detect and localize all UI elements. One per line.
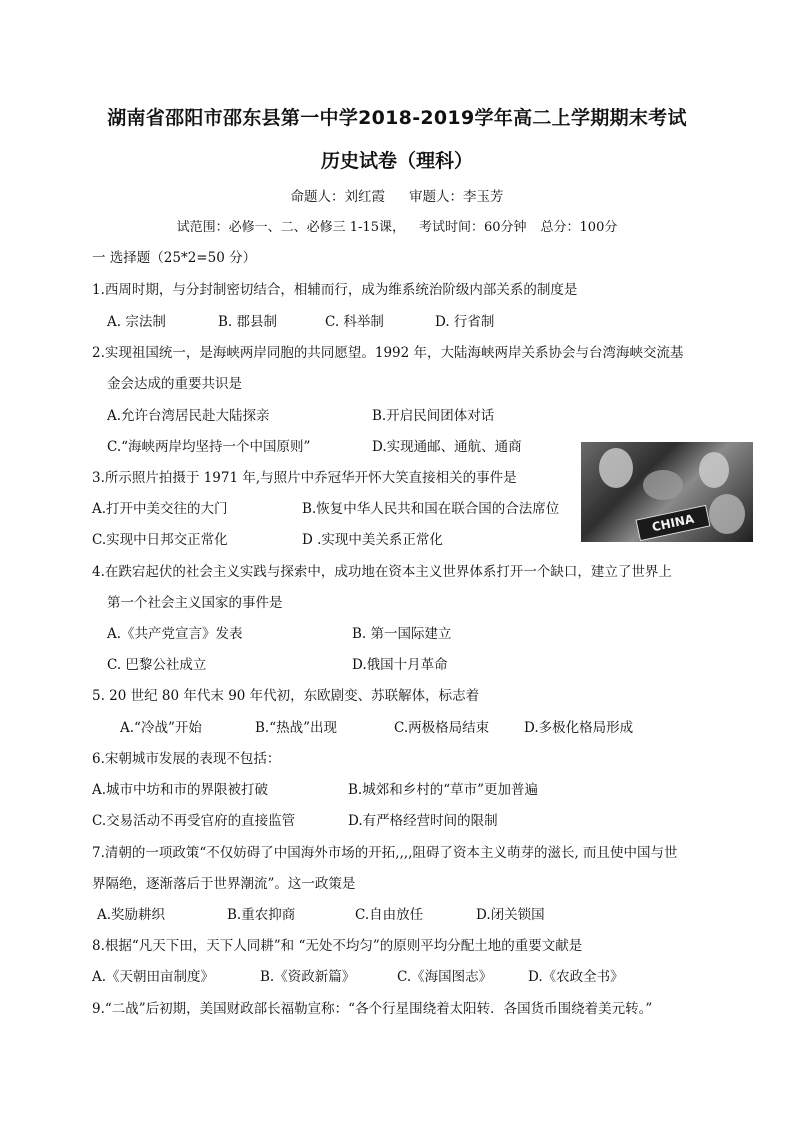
q6-option-a: A.城市中坊和市的界限被打破 xyxy=(92,782,269,798)
q4-option-b: B. 第一国际建立 xyxy=(352,626,452,642)
question-7-stem-cont: 界隔绝，逐渐落后于世界潮流”。这一政策是 xyxy=(92,876,356,892)
question-6-stem: 6.宋朝城市发展的表现不包括： xyxy=(92,751,281,767)
q4-option-c: C. 巴黎公社成立 xyxy=(107,657,207,673)
question-2-stem-cont: 金会达成的重要共识是 xyxy=(107,376,242,392)
q3-option-b: B.恢复中华人民共和国在联合国的合法席位 xyxy=(302,501,560,517)
section-title: 一 选择题（25*2=50 分） xyxy=(92,250,257,266)
question-2-stem: 2.实现祖国统一，是海峡两岸同胞的共同愿望。1992 年，大陆海峡两岸关系协会与台湾海峡交流基 xyxy=(92,345,684,361)
q8-option-d: D.《农政全书》 xyxy=(528,969,624,985)
q4-option-a: A.《共产党宣言》发表 xyxy=(107,626,243,642)
q5-option-d: D.多极化格局形成 xyxy=(524,720,634,736)
reviewer-name: 李玉芳 xyxy=(463,189,504,205)
q3-option-a: A.打开中美交往的大门 xyxy=(92,501,228,517)
q6-option-c: C.交易活动不再受官府的直接监管 xyxy=(92,813,296,829)
q2-option-c: C.“海峡两岸均坚持一个中国原则” xyxy=(107,439,311,455)
q1-option-b: B. 郡县制 xyxy=(218,314,278,330)
q7-option-d: D.闭关锁国 xyxy=(476,907,545,923)
q2-option-d: D.实现通邮、通航、通商 xyxy=(372,439,522,455)
q5-option-b: B.“热战”出现 xyxy=(255,720,338,736)
qiao-guanhua-photo xyxy=(581,442,753,542)
exam-time: 考试时间：60分钟 xyxy=(418,220,527,235)
q7-option-b: B.重农抑商 xyxy=(227,907,296,923)
q5-option-a: A.“冷战”开始 xyxy=(120,720,202,736)
q7-option-c: C.自由放任 xyxy=(355,907,424,923)
q2-option-a: A.允许台湾居民赴大陆探亲 xyxy=(107,408,270,424)
authors-line xyxy=(0,185,794,205)
exam-title-line1: 湖南省邵阳市邵东县第一中学2018-2019学年高二上学期期末考试 xyxy=(107,107,687,129)
setter-label: 命题人： xyxy=(290,189,345,205)
exam-scope: 试范围：必修一、二、必修三 1-15课， xyxy=(176,220,405,235)
question-1-stem: 1.西周时期，与分封制密切结合，相辅而行，成为维系统治阶级内部关系的制度是 xyxy=(92,282,578,298)
q8-option-b: B.《资政新篇》 xyxy=(260,969,356,985)
q8-option-c: C.《海国图志》 xyxy=(397,969,493,985)
exam-info-line xyxy=(0,216,794,235)
q3-option-d: D .实现中美关系正常化 xyxy=(302,532,443,548)
question-7-stem: 7.清朝的一项政策“不仅妨碍了中国海外市场的开拓,,,,阻碍了资本主义萌芽的滋长, 而且使中国与世 xyxy=(92,845,678,861)
q6-option-d: D.有严格经营时间的限制 xyxy=(348,813,498,829)
q7-option-a: A.奖励耕织 xyxy=(97,907,166,923)
question-4-stem-cont: 第一个社会主义国家的事件是 xyxy=(107,595,283,611)
q1-option-c: C. 科举制 xyxy=(325,314,384,330)
q1-option-d: D. 行省制 xyxy=(435,314,495,330)
q4-option-d: D.俄国十月革命 xyxy=(352,657,448,673)
exam-title-line2: 历史试卷（理科） xyxy=(320,150,473,172)
question-8-stem: 8.根据“凡天下田，天下人同耕”和 “无处不均匀”的原则平均分配土地的重要文献是 xyxy=(92,938,583,954)
q1-option-a: A. 宗法制 xyxy=(107,314,166,330)
q3-option-c: C.实现中日邦交正常化 xyxy=(92,532,228,548)
q5-option-c: C.两极格局结束 xyxy=(394,720,490,736)
setter-name: 刘红霞 xyxy=(344,189,385,205)
q6-option-b: B.城郊和乡村的“草市”更加普遍 xyxy=(348,782,539,798)
question-4-stem: 4.在跌宕起伏的社会主义实践与探索中，成功地在资本主义世界体系打开一个缺口，建立了世界上 xyxy=(92,564,672,580)
question-3-stem: 3.所示照片拍摄于 1971 年,与照片中乔冠华开怀大笑直接相关的事件是 xyxy=(92,470,517,486)
china-plaque: CHINA xyxy=(635,505,710,541)
exam-total: 总分：100分 xyxy=(540,220,618,235)
q8-option-a: A.《天朝田亩制度》 xyxy=(92,969,215,985)
question-5-stem: 5. 20 世纪 80 年代末 90 年代初，东欧剧变、苏联解体，标志着 xyxy=(92,688,480,704)
q2-option-b: B.开启民间团体对话 xyxy=(372,408,495,424)
question-9-stem: 9.“二战”后初期，美国财政部长福勒宣称：“各个行星围绕着太阳转．各国货币围绕着美元转。” xyxy=(92,1001,653,1017)
reviewer-label: 审题人： xyxy=(409,189,463,205)
